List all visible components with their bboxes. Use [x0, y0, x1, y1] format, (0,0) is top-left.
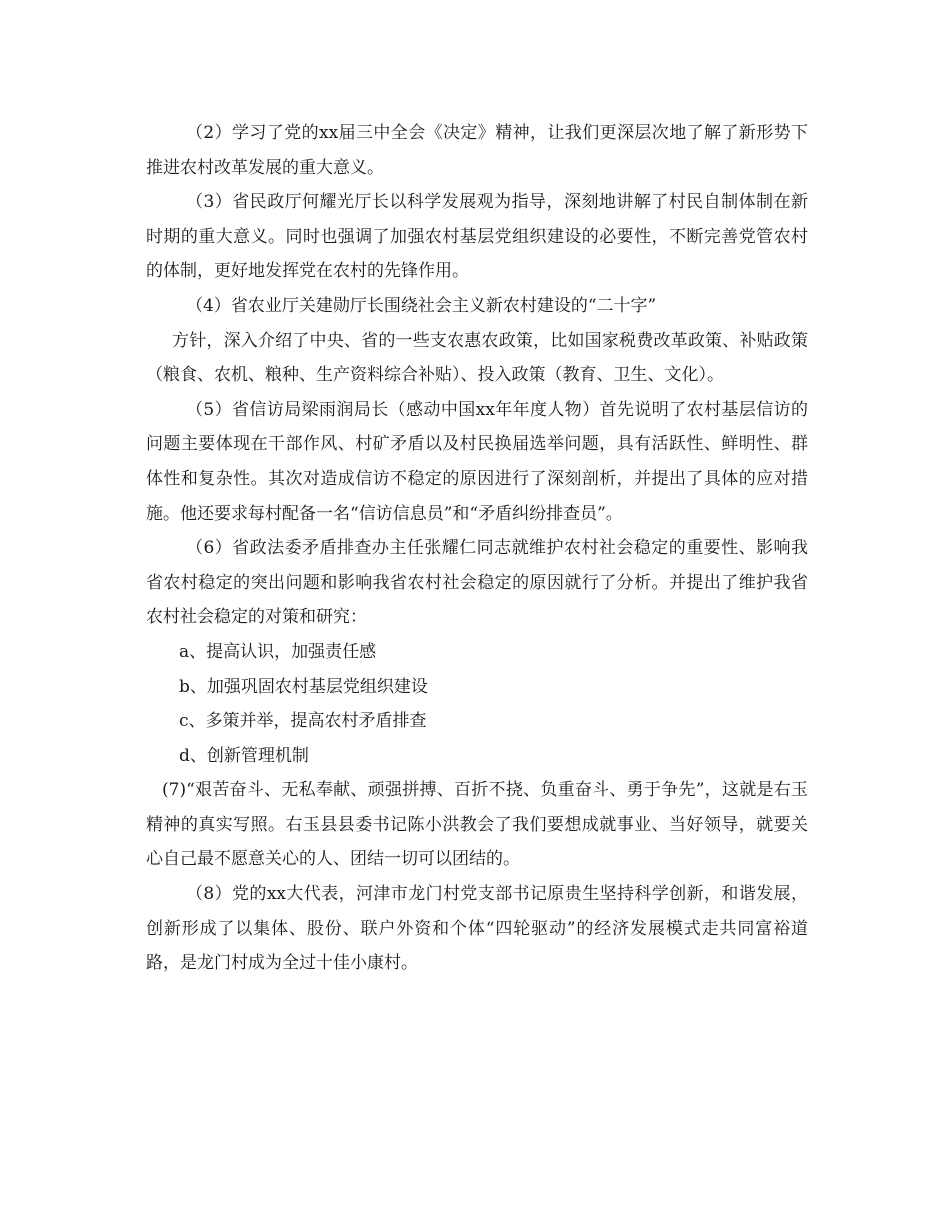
document-body	[146, 116, 808, 981]
list-item-a: a、提高认识，加强责任感	[179, 641, 377, 662]
paragraph-5: （5）省信访局梁雨润局长（感动中国xx年年度人物）首先说明了农村基层信访的问题主要体现在干部作风、村矿矛盾以及村民换届选举问题，具有活跃性、鲜明性、群体性和复杂性。其次对造成信访不稳定的原因进行了深刻剖析，并提出了具体的应对措施。他还要求每村配备一名“信访信息员”和“矛盾纠纷排查员”。	[146, 399, 808, 524]
paragraph-3: （3）省民政厅何耀光厅长以科学发展观为指导，深刻地讲解了村民自制体制在新时期的重大意义。同时也强调了加强农村基层党组织建设的必要性，不断完善党管农村的体制，更好地发挥党在农村的先锋作用。	[146, 192, 808, 282]
paragraph-7: (7)“艰苦奋斗、无私奉献、顽强拼搏、百折不挠、负重奋斗、勇于争先”，这就是右玉精神的真实写照。右玉县县委书记陈小洪教会了我们要想成就事业、当好领导，就要关心自己最不愿意关心的人、团结一切可以团结的。	[146, 780, 808, 870]
list-item-d: d、创新管理机制	[179, 745, 309, 766]
paragraph-8: （8）党的xx大代表，河津市龙门村党支部书记原贵生坚持科学创新，和谐发展，创新形成了以集体、股份、联户外资和个体“四轮驱动”的经济发展模式走共同富裕道路，是龙门村成为全过十佳小康村。	[146, 884, 808, 974]
paragraph-4-intro: （4）省农业厅关建勋厅长围绕社会主义新农村建设的“二十字”	[186, 295, 657, 316]
list-item-b: b、加强巩固农村基层党组织建设	[179, 676, 428, 697]
paragraph-4-body: 方针，深入介绍了中央、省的一些支农惠农政策，比如国家税费改革政策、补贴政策（粮食、农机、粮种、生产资料综合补贴）、投入政策（教育、卫生、文化）。	[146, 330, 808, 386]
paragraph-2: （2）学习了党的xx届三中全会《决定》精神，让我们更深层次地了解了新形势下推进农村改革发展的重大意义。	[146, 123, 808, 178]
paragraph-6: （6）省政法委矛盾排查办主任张耀仁同志就维护农村社会稳定的重要性、影响我省农村稳定的突出问题和影响我省农村社会稳定的原因就行了分析。并提出了维护我省农村社会稳定的对策和研究：	[146, 538, 808, 628]
list-item-c: c、多策并举，提高农村矛盾排查	[179, 711, 427, 732]
